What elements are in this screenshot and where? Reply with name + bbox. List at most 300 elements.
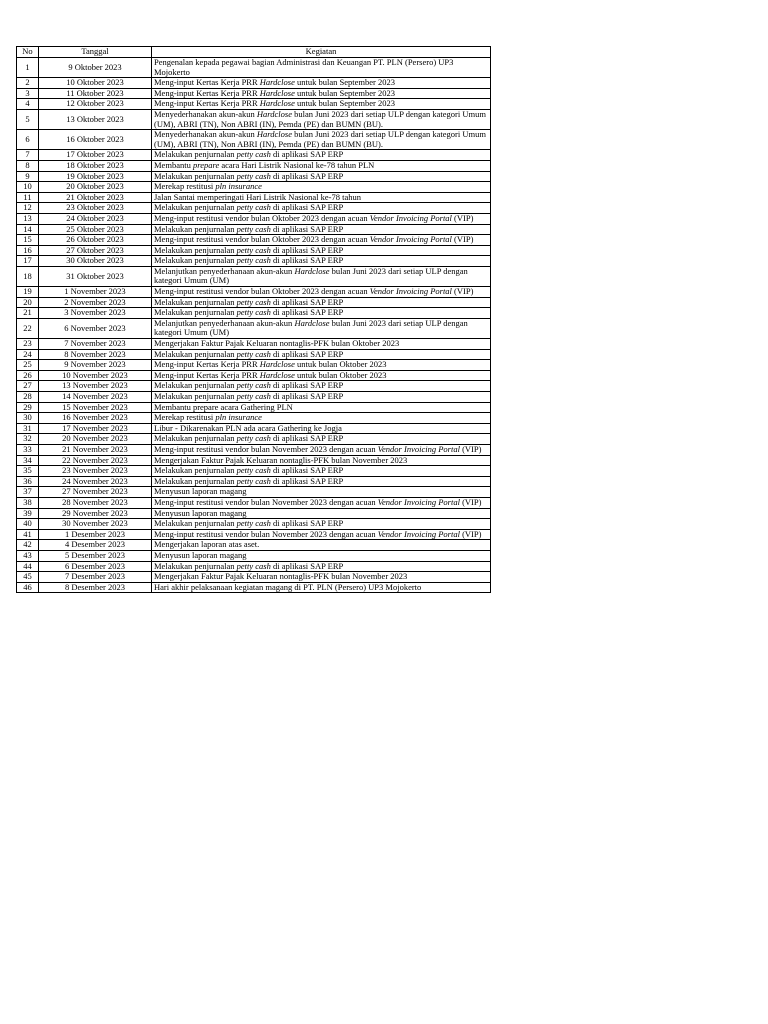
row-activity — [152, 192, 491, 203]
table-row — [17, 182, 491, 193]
activity-term-italic: Hardclose — [256, 108, 293, 119]
row-number: 11 — [17, 192, 39, 203]
row-date: 1 Desember 2023 — [39, 529, 152, 540]
activity-text: di aplikasi SAP ERP — [270, 518, 344, 529]
row-number: 42 — [17, 540, 39, 551]
activity-term-italic: petty cash — [236, 433, 271, 444]
table-row — [17, 360, 491, 371]
activity-term-italic: Hardclose — [259, 369, 295, 380]
row-date: 23 November 2023 — [39, 466, 152, 477]
table-row — [17, 99, 491, 110]
row-activity — [152, 392, 491, 403]
activity-text: di aplikasi SAP ERP — [270, 348, 344, 359]
table-row — [17, 171, 491, 182]
row-activity — [152, 88, 491, 99]
activity-term-italic: Hardclose — [294, 317, 330, 328]
row-activity — [152, 370, 491, 381]
table-row — [17, 392, 491, 403]
activity-text: Jalan Santai memperingati Hari Listrik Nasional ke-78 tahun — [154, 191, 362, 202]
row-activity — [152, 318, 491, 338]
row-number: 8 — [17, 160, 39, 171]
table-row — [17, 160, 491, 171]
row-activity — [152, 213, 491, 224]
row-activity — [152, 130, 491, 150]
activity-text: Melakukan penjurnalan — [154, 433, 237, 444]
row-activity — [152, 160, 491, 171]
row-number: 39 — [17, 508, 39, 519]
activity-term-italic: petty cash — [236, 380, 271, 391]
activity-text: untuk bulan September 2023 — [294, 87, 395, 98]
table-row — [17, 582, 491, 593]
row-date: 6 Desember 2023 — [39, 561, 152, 572]
table-row — [17, 572, 491, 583]
activity-term-italic: Vendor Invoicing Portal — [377, 496, 460, 507]
row-activity — [152, 381, 491, 392]
row-number: 44 — [17, 561, 39, 572]
activity-text: Meng-input restitusi vendor bulan November 2023 dengan acuan — [154, 496, 378, 507]
table-row — [17, 529, 491, 540]
row-number: 3 — [17, 88, 39, 99]
activity-term-italic: Vendor Invoicing Portal — [377, 528, 460, 539]
activity-text: Melakukan penjurnalan — [154, 518, 237, 529]
activity-text: Melakukan penjurnalan — [154, 307, 237, 318]
row-activity — [152, 360, 491, 371]
row-number: 24 — [17, 349, 39, 360]
row-date: 8 Desember 2023 — [39, 582, 152, 593]
activity-text: Mengerjakan Faktur Pajak Keluaran nontaglis-PFK bulan Oktober 2023 — [154, 338, 400, 349]
row-date: 18 Oktober 2023 — [39, 160, 152, 171]
activity-text: Meng-input Kertas Kerja PRR — [154, 87, 260, 98]
activity-text: untuk bulan Oktober 2023 — [294, 369, 387, 380]
activity-term-italic: petty cash — [236, 518, 271, 529]
row-activity — [152, 529, 491, 540]
activity-text: acara Hari Listrik Nasional ke-78 tahun PLN — [219, 159, 375, 170]
row-number: 13 — [17, 213, 39, 224]
activity-text: Meng-input Kertas Kerja PRR — [154, 98, 260, 109]
activity-text: di aplikasi SAP ERP — [270, 244, 344, 255]
activity-text: Mengerjakan laporan atas aset. — [154, 539, 260, 550]
row-number: 20 — [17, 297, 39, 308]
row-activity — [152, 487, 491, 498]
table-row — [17, 150, 491, 161]
row-number: 46 — [17, 582, 39, 593]
header-no: No — [17, 47, 39, 58]
header-tanggal: Tanggal — [39, 47, 152, 58]
row-activity — [152, 508, 491, 519]
activity-text: di aplikasi SAP ERP — [270, 296, 344, 307]
activity-term-italic: Vendor Invoicing Portal — [369, 286, 452, 297]
table-row — [17, 349, 491, 360]
row-number: 33 — [17, 444, 39, 455]
row-date: 19 Oktober 2023 — [39, 171, 152, 182]
activity-text: (VIP) — [451, 286, 474, 297]
row-number: 5 — [17, 109, 39, 129]
activity-text: Membantu — [154, 159, 193, 170]
row-activity — [152, 308, 491, 319]
activity-text: Melakukan penjurnalan — [154, 170, 237, 181]
activity-text: Melakukan penjurnalan — [154, 296, 237, 307]
row-date: 23 Oktober 2023 — [39, 203, 152, 214]
activity-text: untuk bulan September 2023 — [294, 77, 395, 88]
activity-term-italic: petty cash — [236, 255, 271, 266]
row-date: 31 Oktober 2023 — [39, 266, 152, 286]
row-date: 21 Oktober 2023 — [39, 192, 152, 203]
activity-term-italic: Vendor Invoicing Portal — [377, 443, 460, 454]
activity-term-italic: petty cash — [236, 223, 271, 234]
table-row — [17, 508, 491, 519]
row-number: 29 — [17, 402, 39, 413]
row-number: 38 — [17, 497, 39, 508]
row-date: 10 Oktober 2023 — [39, 78, 152, 89]
row-number: 16 — [17, 245, 39, 256]
row-date: 5 Desember 2023 — [39, 550, 152, 561]
row-date: 20 Oktober 2023 — [39, 182, 152, 193]
activity-term-italic: petty cash — [236, 391, 271, 401]
row-activity — [152, 235, 491, 246]
table-row — [17, 339, 491, 350]
activity-text: Melanjutkan penyederhanaan akun-akun — [154, 265, 295, 276]
row-number: 43 — [17, 550, 39, 561]
row-number: 6 — [17, 130, 39, 150]
table-row — [17, 455, 491, 466]
row-activity — [152, 497, 491, 508]
table-row — [17, 423, 491, 434]
row-date: 13 Oktober 2023 — [39, 109, 152, 129]
activity-text: bulan Juni 2023 dari setiap ULP dengan kategori Umum (UM) — [154, 265, 468, 286]
row-date: 3 November 2023 — [39, 308, 152, 319]
activity-text: bulan Juni 2023 dari setiap ULP dengan kategori Umum (UM) — [154, 317, 468, 338]
row-date: 9 Oktober 2023 — [39, 58, 152, 78]
activity-term-italic: petty cash — [236, 170, 271, 181]
row-activity — [152, 561, 491, 572]
row-date: 8 November 2023 — [39, 349, 152, 360]
row-number: 45 — [17, 572, 39, 583]
row-date: 12 Oktober 2023 — [39, 99, 152, 110]
table-row — [17, 540, 491, 551]
row-date: 26 Oktober 2023 — [39, 235, 152, 246]
activity-text: Melakukan penjurnalan — [154, 380, 237, 391]
activity-term-italic: petty cash — [236, 202, 271, 213]
row-number: 41 — [17, 529, 39, 540]
row-activity — [152, 109, 491, 129]
row-activity — [152, 339, 491, 350]
row-date: 20 November 2023 — [39, 434, 152, 445]
row-number: 32 — [17, 434, 39, 445]
activity-text: bulan Juni 2023 dari setiap ULP dengan kategori Umum (UM), ABRI (TN), Non ABRI (IN), Pemda (PE) dan BUMN (BU). — [154, 129, 486, 149]
activity-term-italic: petty cash — [236, 475, 271, 486]
activity-text: Melanjutkan penyederhanaan akun-akun — [154, 317, 295, 328]
row-date: 24 Oktober 2023 — [39, 213, 152, 224]
table-row — [17, 203, 491, 214]
activity-term-italic: Hardclose — [294, 265, 330, 276]
row-date: 27 November 2023 — [39, 487, 152, 498]
activity-term-italic: Vendor Invoicing Portal — [369, 212, 452, 223]
row-date: 14 November 2023 — [39, 392, 152, 403]
table-row — [17, 550, 491, 561]
row-date: 17 Oktober 2023 — [39, 150, 152, 161]
row-date: 10 November 2023 — [39, 370, 152, 381]
row-date: 4 Desember 2023 — [39, 540, 152, 551]
row-activity — [152, 171, 491, 182]
table-row — [17, 381, 491, 392]
activity-text: di aplikasi SAP ERP — [270, 465, 344, 476]
activity-text: Melakukan penjurnalan — [154, 475, 237, 486]
activity-text: Meng-input Kertas Kerja PRR — [154, 77, 260, 88]
row-activity — [152, 550, 491, 561]
row-number: 22 — [17, 318, 39, 338]
activity-text: Melakukan penjurnalan — [154, 255, 237, 266]
row-number: 23 — [17, 339, 39, 350]
activity-term-italic: pln insurance — [215, 181, 262, 192]
activity-text: Meng-input restitusi vendor bulan November 2023 dengan acuan — [154, 443, 378, 454]
activity-text: di aplikasi SAP ERP — [270, 307, 344, 318]
row-activity — [152, 519, 491, 530]
row-date: 7 Desember 2023 — [39, 572, 152, 583]
activity-text: (VIP) — [459, 496, 482, 507]
row-activity — [152, 434, 491, 445]
row-number: 10 — [17, 182, 39, 193]
activity-text: di aplikasi SAP ERP — [270, 433, 344, 444]
row-number: 9 — [17, 171, 39, 182]
activity-text: di aplikasi SAP ERP — [270, 170, 344, 181]
table-row — [17, 487, 491, 498]
table-row — [17, 434, 491, 445]
row-activity — [152, 203, 491, 214]
table-row — [17, 245, 491, 256]
activity-text: di aplikasi SAP ERP — [270, 223, 344, 234]
row-number: 21 — [17, 308, 39, 319]
row-number: 36 — [17, 476, 39, 487]
row-number: 26 — [17, 370, 39, 381]
activity-text: Melakukan penjurnalan — [154, 465, 237, 476]
row-activity — [152, 297, 491, 308]
row-number: 37 — [17, 487, 39, 498]
row-activity — [152, 266, 491, 286]
activity-term-italic: petty cash — [236, 307, 271, 318]
table-row — [17, 235, 491, 246]
activity-text: bulan Juni 2023 dari setiap ULP dengan kategori Umum (UM), ABRI (TN), Non ABRI (IN), Pemda (PE) dan BUMN (BU). — [154, 108, 486, 129]
row-number: 7 — [17, 150, 39, 161]
row-date: 11 Oktober 2023 — [39, 88, 152, 99]
activity-text: Melakukan penjurnalan — [154, 391, 237, 401]
activity-text: Melakukan penjurnalan — [154, 223, 237, 234]
row-date: 22 November 2023 — [39, 455, 152, 466]
row-activity — [152, 349, 491, 360]
row-activity — [152, 572, 491, 583]
activity-text: di aplikasi SAP ERP — [270, 560, 344, 571]
row-activity — [152, 476, 491, 487]
table-row — [17, 370, 491, 381]
activity-term-italic: petty cash — [236, 244, 271, 255]
row-activity — [152, 582, 491, 593]
row-date: 27 Oktober 2023 — [39, 245, 152, 256]
activity-text: di aplikasi SAP ERP — [270, 475, 344, 486]
table-row — [17, 561, 491, 572]
activity-text: Libur - Dikarenakan PLN ada acara Gathering ke Jogja — [154, 422, 342, 433]
table-row — [17, 476, 491, 487]
activity-text: Membantu prepare acara Gathering PLN — [154, 401, 293, 412]
activity-text: Mengerjakan Faktur Pajak Keluaran nontaglis-PFK bulan November 2023 — [154, 454, 408, 465]
table-row — [17, 109, 491, 129]
activity-term-italic: petty cash — [236, 296, 271, 307]
table-row — [17, 78, 491, 89]
row-activity — [152, 256, 491, 267]
activity-text: (VIP) — [459, 528, 482, 539]
row-date: 7 November 2023 — [39, 339, 152, 350]
table-row — [17, 256, 491, 267]
activity-text: di aplikasi SAP ERP — [270, 202, 344, 213]
activity-text: (VIP) — [451, 212, 474, 223]
row-date: 21 November 2023 — [39, 444, 152, 455]
activity-text: Menyusun laporan magang — [154, 507, 247, 518]
activity-term-italic: pln insurance — [215, 412, 262, 423]
row-number: 1 — [17, 58, 39, 78]
activity-text: Pengenalan kepada pegawai bagian Administrasi dan Keuangan PT. PLN (Persero) UP3 Mojokerto — [154, 57, 454, 77]
table-row — [17, 466, 491, 477]
table-row — [17, 444, 491, 455]
row-activity — [152, 402, 491, 413]
header-kegiatan: Kegiatan — [152, 47, 491, 58]
row-activity — [152, 150, 491, 161]
activity-text: Meng-input restitusi vendor bulan Oktober 2023 dengan acuan — [154, 286, 370, 297]
table-row — [17, 413, 491, 424]
activity-text: (VIP) — [451, 234, 474, 245]
row-number: 27 — [17, 381, 39, 392]
activity-text: Meng-input Kertas Kerja PRR — [154, 359, 260, 370]
row-activity — [152, 455, 491, 466]
row-activity — [152, 287, 491, 298]
row-activity — [152, 413, 491, 424]
row-activity — [152, 224, 491, 235]
activity-log-table — [16, 46, 491, 593]
activity-text: Melakukan penjurnalan — [154, 348, 237, 359]
row-date: 6 November 2023 — [39, 318, 152, 338]
activity-text: Mengerjakan Faktur Pajak Keluaran nontaglis-PFK bulan November 2023 — [154, 571, 408, 582]
activity-term-italic: Hardclose — [259, 87, 295, 98]
row-date: 24 November 2023 — [39, 476, 152, 487]
activity-term-italic: petty cash — [236, 348, 271, 359]
activity-term-italic: petty cash — [236, 149, 271, 160]
row-activity — [152, 540, 491, 551]
activity-term-italic: prepare — [192, 159, 220, 170]
row-number: 15 — [17, 235, 39, 246]
table-row — [17, 497, 491, 508]
activity-term-italic: Hardclose — [259, 77, 295, 88]
row-number: 2 — [17, 78, 39, 89]
row-activity — [152, 423, 491, 434]
activity-text: di aplikasi SAP ERP — [270, 380, 344, 391]
row-activity — [152, 182, 491, 193]
row-number: 25 — [17, 360, 39, 371]
row-activity — [152, 245, 491, 256]
row-date: 29 November 2023 — [39, 508, 152, 519]
activity-text: Melakukan penjurnalan — [154, 560, 237, 571]
table-row — [17, 213, 491, 224]
table-row — [17, 130, 491, 150]
activity-term-italic: petty cash — [236, 465, 271, 476]
table-row — [17, 318, 491, 338]
row-number: 14 — [17, 224, 39, 235]
activity-text: di aplikasi SAP ERP — [270, 391, 344, 401]
activity-text: di aplikasi SAP ERP — [270, 255, 344, 266]
row-date: 9 November 2023 — [39, 360, 152, 371]
row-date: 25 Oktober 2023 — [39, 224, 152, 235]
activity-text: Menyederhanakan akun-akun — [154, 129, 257, 140]
row-number: 35 — [17, 466, 39, 477]
table-row — [17, 297, 491, 308]
table-row — [17, 519, 491, 530]
table-header-row — [17, 47, 491, 58]
activity-term-italic: Hardclose — [259, 98, 295, 109]
row-activity — [152, 99, 491, 110]
activity-text: untuk bulan September 2023 — [294, 98, 395, 109]
row-number: 31 — [17, 423, 39, 434]
row-number: 18 — [17, 266, 39, 286]
activity-text: Menyederhanakan akun-akun — [154, 108, 257, 119]
row-date: 17 November 2023 — [39, 423, 152, 434]
activity-text: Melakukan penjurnalan — [154, 149, 237, 160]
row-date: 2 November 2023 — [39, 297, 152, 308]
row-number: 30 — [17, 413, 39, 424]
row-number: 4 — [17, 99, 39, 110]
table-row — [17, 287, 491, 298]
table-row — [17, 224, 491, 235]
activity-term-italic: Hardclose — [256, 129, 293, 140]
table-body — [17, 58, 491, 593]
activity-text: Meng-input restitusi vendor bulan November 2023 dengan acuan — [154, 528, 378, 539]
row-number: 17 — [17, 256, 39, 267]
row-date: 30 November 2023 — [39, 519, 152, 530]
activity-text: Merekap restitusi — [154, 412, 216, 423]
activity-text: Melakukan penjurnalan — [154, 244, 237, 255]
row-date: 13 November 2023 — [39, 381, 152, 392]
table-row — [17, 88, 491, 99]
row-number: 40 — [17, 519, 39, 530]
activity-term-italic: Vendor Invoicing Portal — [369, 234, 452, 245]
row-date: 15 November 2023 — [39, 402, 152, 413]
activity-text: Melakukan penjurnalan — [154, 202, 237, 213]
row-number: 19 — [17, 287, 39, 298]
activity-text: untuk bulan Oktober 2023 — [294, 359, 387, 370]
table-row — [17, 192, 491, 203]
row-number: 28 — [17, 392, 39, 403]
row-number: 12 — [17, 203, 39, 214]
row-date: 16 November 2023 — [39, 413, 152, 424]
row-date: 30 Oktober 2023 — [39, 256, 152, 267]
table-row — [17, 58, 491, 78]
row-date: 28 November 2023 — [39, 497, 152, 508]
table-row — [17, 402, 491, 413]
activity-term-italic: Hardclose — [259, 359, 295, 370]
table-row — [17, 266, 491, 286]
activity-text: Menyusun laporan magang — [154, 486, 247, 497]
activity-term-italic: petty cash — [236, 560, 271, 571]
activity-text: Hari akhir pelaksanaan kegiatan magang di PT. PLN (Persero) UP3 Mojokerto — [154, 581, 422, 592]
row-activity — [152, 444, 491, 455]
activity-text: Meng-input restitusi vendor bulan Oktober 2023 dengan acuan — [154, 212, 370, 223]
row-activity — [152, 58, 491, 78]
row-activity — [152, 78, 491, 89]
activity-text: Merekap restitusi — [154, 181, 216, 192]
row-date: 1 November 2023 — [39, 287, 152, 298]
activity-text: Meng-input restitusi vendor bulan Oktober 2023 dengan acuan — [154, 234, 370, 245]
table-row — [17, 308, 491, 319]
activity-text: Meng-input Kertas Kerja PRR — [154, 369, 260, 380]
activity-text: (VIP) — [459, 443, 482, 454]
row-activity — [152, 466, 491, 477]
activity-text: Menyusun laporan magang — [154, 549, 247, 560]
row-date: 16 Oktober 2023 — [39, 130, 152, 150]
